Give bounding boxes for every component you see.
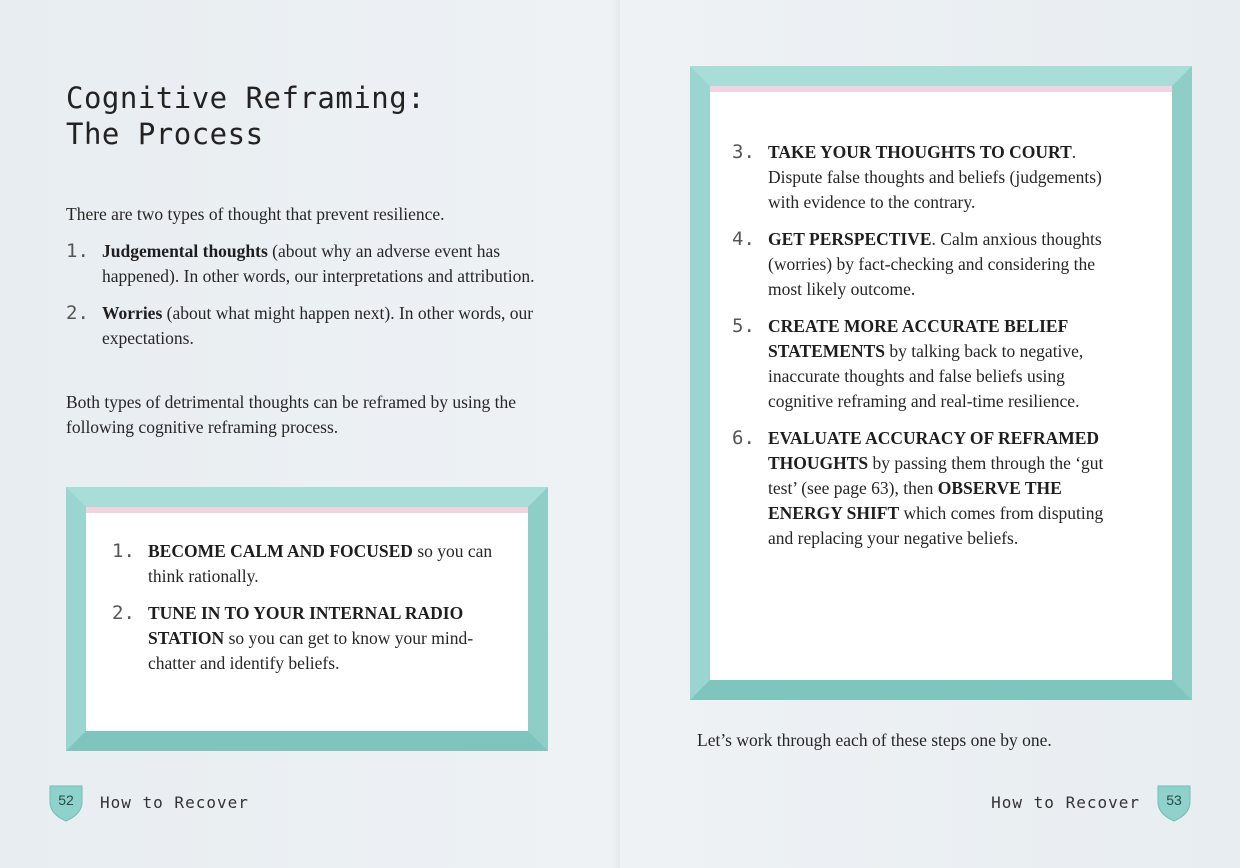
- page-number: 53: [1166, 792, 1182, 808]
- list-item: [66, 301, 546, 351]
- step-text: . Dispute false thoughts and beliefs (judgements) with evidence to the contrary.: [768, 142, 1102, 212]
- page-number: 52: [58, 792, 74, 808]
- step-text: so you can think rationally.: [148, 541, 493, 586]
- term-description: (about why an adverse event has happened). In other words, our interpretations and attribution.: [102, 241, 535, 286]
- step-heading: EVALUATE ACCURACY OF REFRAMED THOUGHTS: [768, 428, 1100, 473]
- step-item: [112, 539, 512, 589]
- steps-list: [112, 539, 512, 676]
- page-title: [66, 80, 425, 152]
- step-text-secondary: which comes from disputing and replacing your negative beliefs.: [768, 503, 1104, 548]
- step-number: 4.: [732, 228, 755, 250]
- title-line-2: The Process: [66, 117, 264, 151]
- step-number: 1.: [112, 540, 135, 562]
- page-number-badge: [1156, 784, 1192, 820]
- step-number: 3.: [732, 141, 755, 163]
- list-number: 1.: [66, 240, 89, 262]
- right-page: [620, 0, 1240, 868]
- step-heading-secondary: OBSERVE THE ENERGY SHIFT: [768, 478, 1062, 523]
- step-item: [732, 140, 1132, 215]
- title-line-1: Cognitive Reframing:: [66, 81, 426, 115]
- closing-paragraph: Both types of detrimental thoughts can be reframed by using the following cognitive reframing process.: [66, 392, 517, 437]
- steps-box-left: [66, 487, 548, 751]
- step-heading: GET PERSPECTIVE: [768, 229, 932, 249]
- step-number: 2.: [112, 602, 135, 624]
- step-number: 5.: [732, 315, 755, 337]
- steps-list: [732, 140, 1132, 551]
- step-text: by passing them through the ‘gut test’ (see page 63), then: [768, 453, 1104, 498]
- footer-right: [991, 784, 1192, 820]
- step-heading: TAKE YOUR THOUGHTS TO COURT: [768, 142, 1072, 162]
- step-number: 6.: [732, 427, 755, 449]
- step-text: so you can get to know your mind-chatter and identify beliefs.: [148, 628, 474, 673]
- list-number: 2.: [66, 302, 89, 324]
- term-bold: Judgemental thoughts: [102, 241, 268, 261]
- step-item: [112, 601, 512, 676]
- outro-paragraph: Let’s work through each of these steps one by one.: [697, 730, 1052, 750]
- page-number-badge: [48, 784, 84, 820]
- step-item: [732, 227, 1132, 302]
- step-heading: TUNE IN TO YOUR INTERNAL RADIO STATION: [148, 603, 464, 648]
- step-item: [732, 426, 1132, 551]
- footer-label: How to Recover: [991, 792, 1140, 812]
- step-heading: BECOME CALM AND FOCUSED: [148, 541, 413, 561]
- footer-label: How to Recover: [100, 792, 249, 812]
- footer-left: [48, 784, 249, 820]
- steps-box-right: [690, 66, 1192, 700]
- thought-types-list: [66, 239, 546, 363]
- step-item: [732, 314, 1132, 414]
- step-text: . Calm anxious thoughts (worries) by fact-checking and considering the most likely outcome.: [768, 229, 1102, 299]
- list-item: [66, 239, 546, 289]
- step-text: by talking back to negative, inaccurate thoughts and false beliefs using cognitive reframing and real-time resilience.: [768, 341, 1084, 411]
- intro-paragraph: There are two types of thought that prevent resilience.: [66, 204, 445, 224]
- term-description: (about what might happen next). In other words, our expectations.: [102, 303, 534, 348]
- term-bold: Worries: [102, 303, 163, 323]
- step-heading: CREATE MORE ACCURATE BELIEF STATEMENTS: [768, 316, 1068, 361]
